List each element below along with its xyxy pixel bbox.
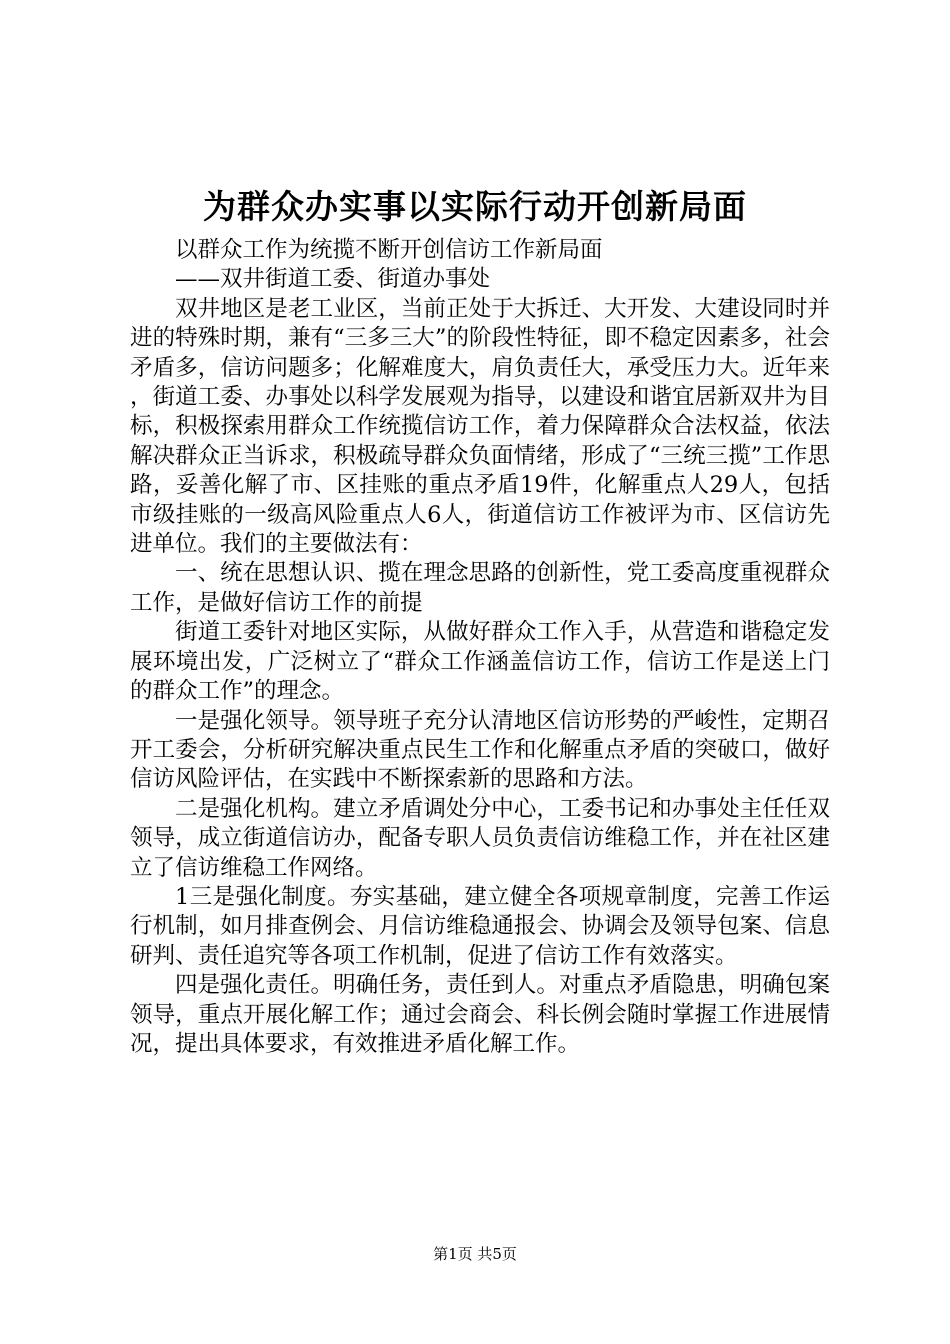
body-paragraph: 双井地区是老工业区，当前正处于大拆迁、大开发、大建设同时并进的特殊时期，兼有“三多三大”的阶段性特征，即不稳定因素多，社会矛盾多，信访问题多；化解难度大，肩负责任大，承受压力大。近年来，街道工委、办事处以科学发展观为指导，以建设和谐宜居新双井为目标，积极探索用群众工作统揽信访工作，着力保障群众合法权益，依法解决群众正当诉求，积极疏导群众负面情绪，形成了“三统三揽”工作思路，妥善化解了市、区挂账的重点矛盾19件，化解重点人29人，包括市级挂账的一级高风险重点人6人，街道信访工作被评为市、区信访先进单位。我们的主要做法有：: [130, 295, 830, 558]
body-paragraph: 二是强化机构。建立矛盾调处分中心，工委书记和办事处主任任双领导，成立街道信访办，配备专职人员负责信访维稳工作，并在社区建立了信访维稳工作网络。: [130, 795, 830, 881]
author-line: ——双井街道工委、街道办事处: [175, 266, 491, 293]
section-heading: 一、统在思想认识、揽在理念思路的创新性，党工委高度重视群众工作，是做好信访工作的前提: [130, 560, 830, 616]
document-title: 为群众办实事以实际行动开创新局面: [203, 187, 747, 226]
page-number-footer: 第1页 共5页: [433, 1245, 517, 1263]
subtitle-line: 以群众工作为统揽不断开创信访工作新局面: [175, 237, 603, 263]
body-paragraph: 四是强化责任。明确任务，责任到人。对重点矛盾隐患，明确包案领导，重点开展化解工作；通过会商会、科长例会随时掌握工作进展情况，提出具体要求，有效推进矛盾化解工作。: [130, 972, 830, 1057]
body-paragraph: 街道工委针对地区实际，从做好群众工作入手，从营造和谐稳定发展环境出发，广泛树立了“群众工作涵盖信访工作，信访工作是送上门的群众工作”的理念。: [130, 619, 830, 705]
body-paragraph: 一是强化领导。领导班子充分认清地区信访形势的严峻性，定期召开工委会，分析研究解决重点民生工作和化解重点矛盾的突破口，做好信访风险评估，在实践中不断探索新的思路和方法。: [130, 707, 830, 793]
document-body: [130, 236, 830, 1059]
body-paragraph: 1三是强化制度。夯实基础，建立健全各项规章制度，完善工作运行机制，如月排查例会、月信访维稳通报会、协调会及领导包案、信息研判、责任追究等各项工作机制，促进了信访工作有效落实。: [130, 883, 830, 969]
